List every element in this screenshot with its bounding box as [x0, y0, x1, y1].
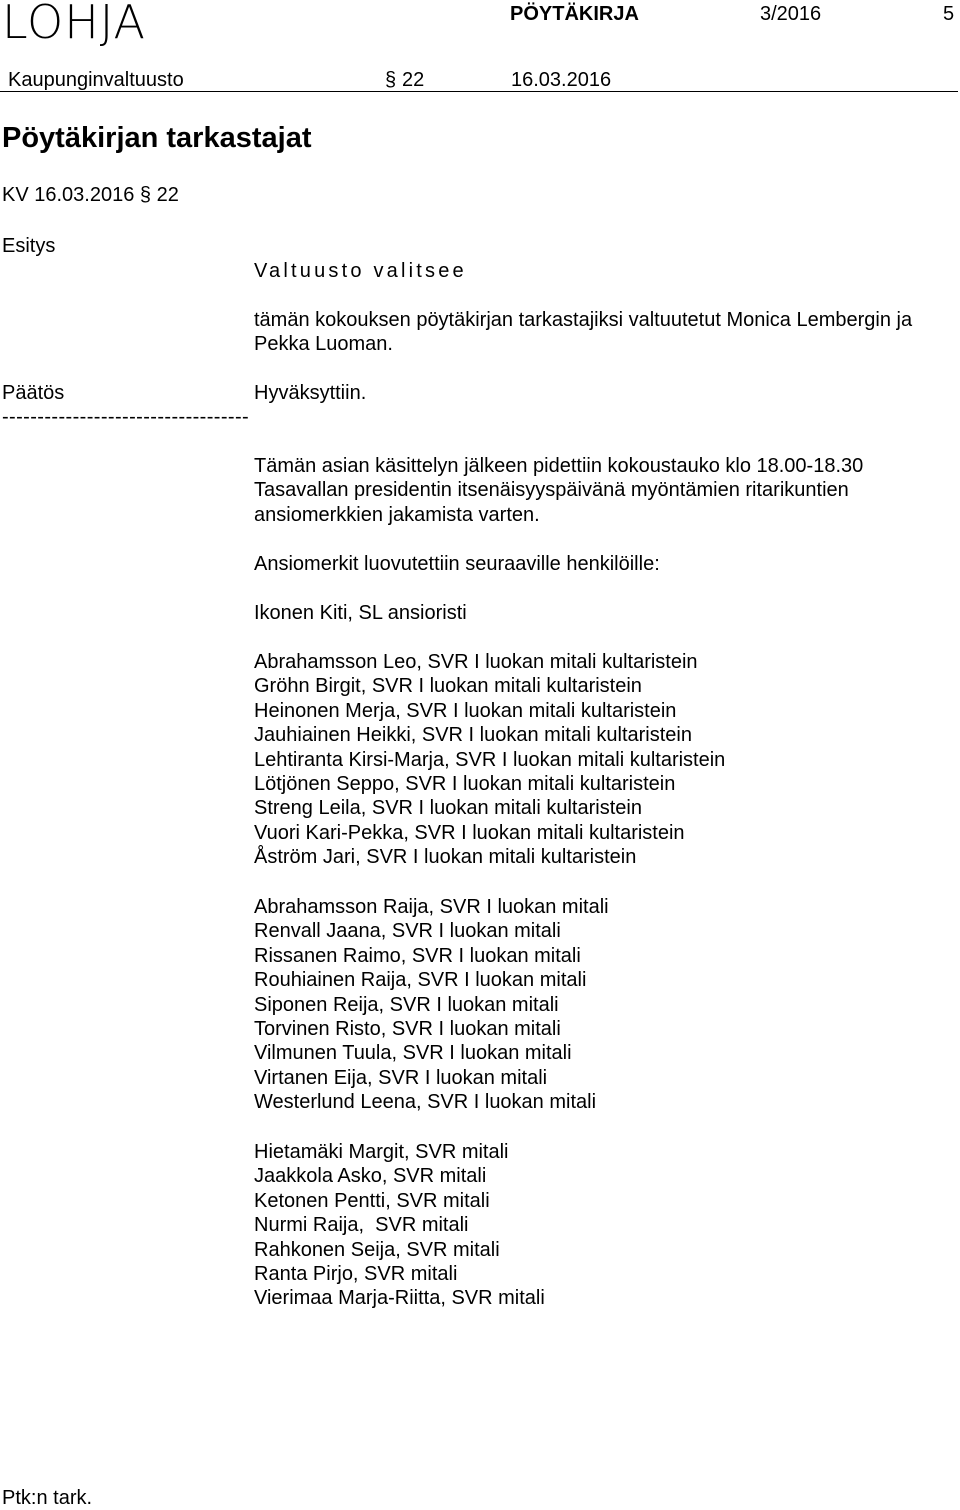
page-title: Pöytäkirjan tarkastajat [2, 122, 312, 154]
header-date: 16.03.2016 [511, 69, 612, 91]
award-recipient: Lötjönen Seppo, SVR I luokan mitali kultaristein [254, 772, 676, 795]
award-recipient: Rouhiainen Raija, SVR I luokan mitali [254, 969, 587, 992]
award-recipient: Torvinen Risto, SVR I luokan mitali [254, 1017, 561, 1040]
proposal-text-line: tämän kokouksen pöytäkirjan tarkastajiksi valtuutetut Monica Lembergin ja [254, 309, 913, 331]
award-recipient: Vuori Kari-Pekka, SVR I luokan mitali kultaristein [254, 821, 685, 844]
organization-logo: LOHJA [2, 0, 147, 49]
award-recipient: Renvall Jaana, SVR I luokan mitali [254, 920, 561, 943]
awards-intro: Ansiomerkit luovutettiin seuraaville henkilöille: [254, 553, 660, 575]
document-type: PÖYTÄKIRJA [510, 3, 639, 25]
dashed-divider: ----------------------------------- [2, 406, 250, 428]
award-recipient: Ranta Pirjo, SVR mitali [254, 1262, 458, 1285]
reference-line [2, 183, 179, 207]
proposal-heading: Valtuusto valitsee [254, 260, 467, 282]
award-recipient: Ikonen Kiti, SL ansioristi [254, 602, 467, 624]
award-recipient: Jaakkola Asko, SVR mitali [254, 1165, 487, 1188]
award-recipient: Gröhn Birgit, SVR I luokan mitali kultaristein [254, 675, 642, 698]
award-recipient: Heinonen Merja, SVR I luokan mitali kultaristein [254, 699, 677, 722]
award-recipient: Abrahamsson Raija, SVR I luokan mitali [254, 896, 609, 918]
award-recipient: Ketonen Pentti, SVR mitali [254, 1189, 490, 1212]
note-line: Tasavallan presidentin itsenäisyyspäivänä myöntämien ritarikuntien [254, 479, 849, 502]
award-recipient: Åström Jari, SVR I luokan mitali kultaristein [254, 846, 637, 869]
award-recipient: Abrahamsson Leo, SVR I luokan mitali kultaristein [254, 651, 698, 673]
award-recipient: Vierimaa Marja-Riitta, SVR mitali [254, 1287, 545, 1310]
minutes-checker-footer: Ptk:n tark. [2, 1487, 93, 1509]
award-recipient: Virtanen Eija, SVR I luokan mitali [254, 1066, 548, 1089]
award-group-ansioristi [254, 601, 467, 625]
award-recipient: Siponen Reija, SVR I luokan mitali [254, 993, 559, 1016]
award-recipient: Jauhiainen Heikki, SVR I luokan mitali kultaristein [254, 724, 692, 747]
award-recipient: Rahkonen Seija, SVR mitali [254, 1238, 500, 1261]
header-section-number: 22 [402, 69, 425, 91]
proposal-text-line: Pekka Luoman. [254, 333, 393, 356]
award-group-i-luokan [254, 895, 609, 1115]
award-recipient: Vilmunen Tuula, SVR I luokan mitali [254, 1042, 572, 1065]
note-line: Tämän asian käsittelyn jälkeen pidettiin kokoustauko klo 18.00-18.30 [254, 455, 864, 477]
award-recipient: Nurmi Raija, SVR mitali [254, 1214, 469, 1237]
proposal-text [254, 308, 912, 357]
award-group-kultaristein [254, 650, 725, 870]
award-recipient: Westerlund Leena, SVR I luokan mitali [254, 1091, 597, 1114]
award-recipient: Streng Leila, SVR I luokan mitali kultaristein [254, 797, 642, 820]
note-line: ansiomerkkien jakamista varten. [254, 503, 540, 526]
award-group-svr-mitali [254, 1140, 545, 1311]
page-number: 5 [943, 3, 955, 25]
document-number: 3/2016 [760, 3, 822, 25]
reference-prefix: KV 16.03.2016 [2, 184, 135, 206]
award-recipient: Lehtiranta Kirsi-Marja, SVR I luokan mitali kultaristein [254, 748, 726, 771]
award-recipient: Rissanen Raimo, SVR I luokan mitali [254, 944, 581, 967]
proposal-label: Esitys [2, 235, 56, 257]
reference-section-sign: § [139, 184, 152, 206]
meeting-break-note [254, 454, 863, 527]
award-recipient: Hietamäki Margit, SVR mitali [254, 1141, 509, 1163]
reference-number: 22 [156, 184, 179, 206]
header-divider-line [0, 91, 958, 92]
decision-label: Päätös [2, 382, 65, 404]
header-section-sign: § [385, 69, 397, 91]
decision-text: Hyväksyttiin. [254, 382, 367, 404]
body-name: Kaupunginvaltuusto [8, 69, 184, 91]
